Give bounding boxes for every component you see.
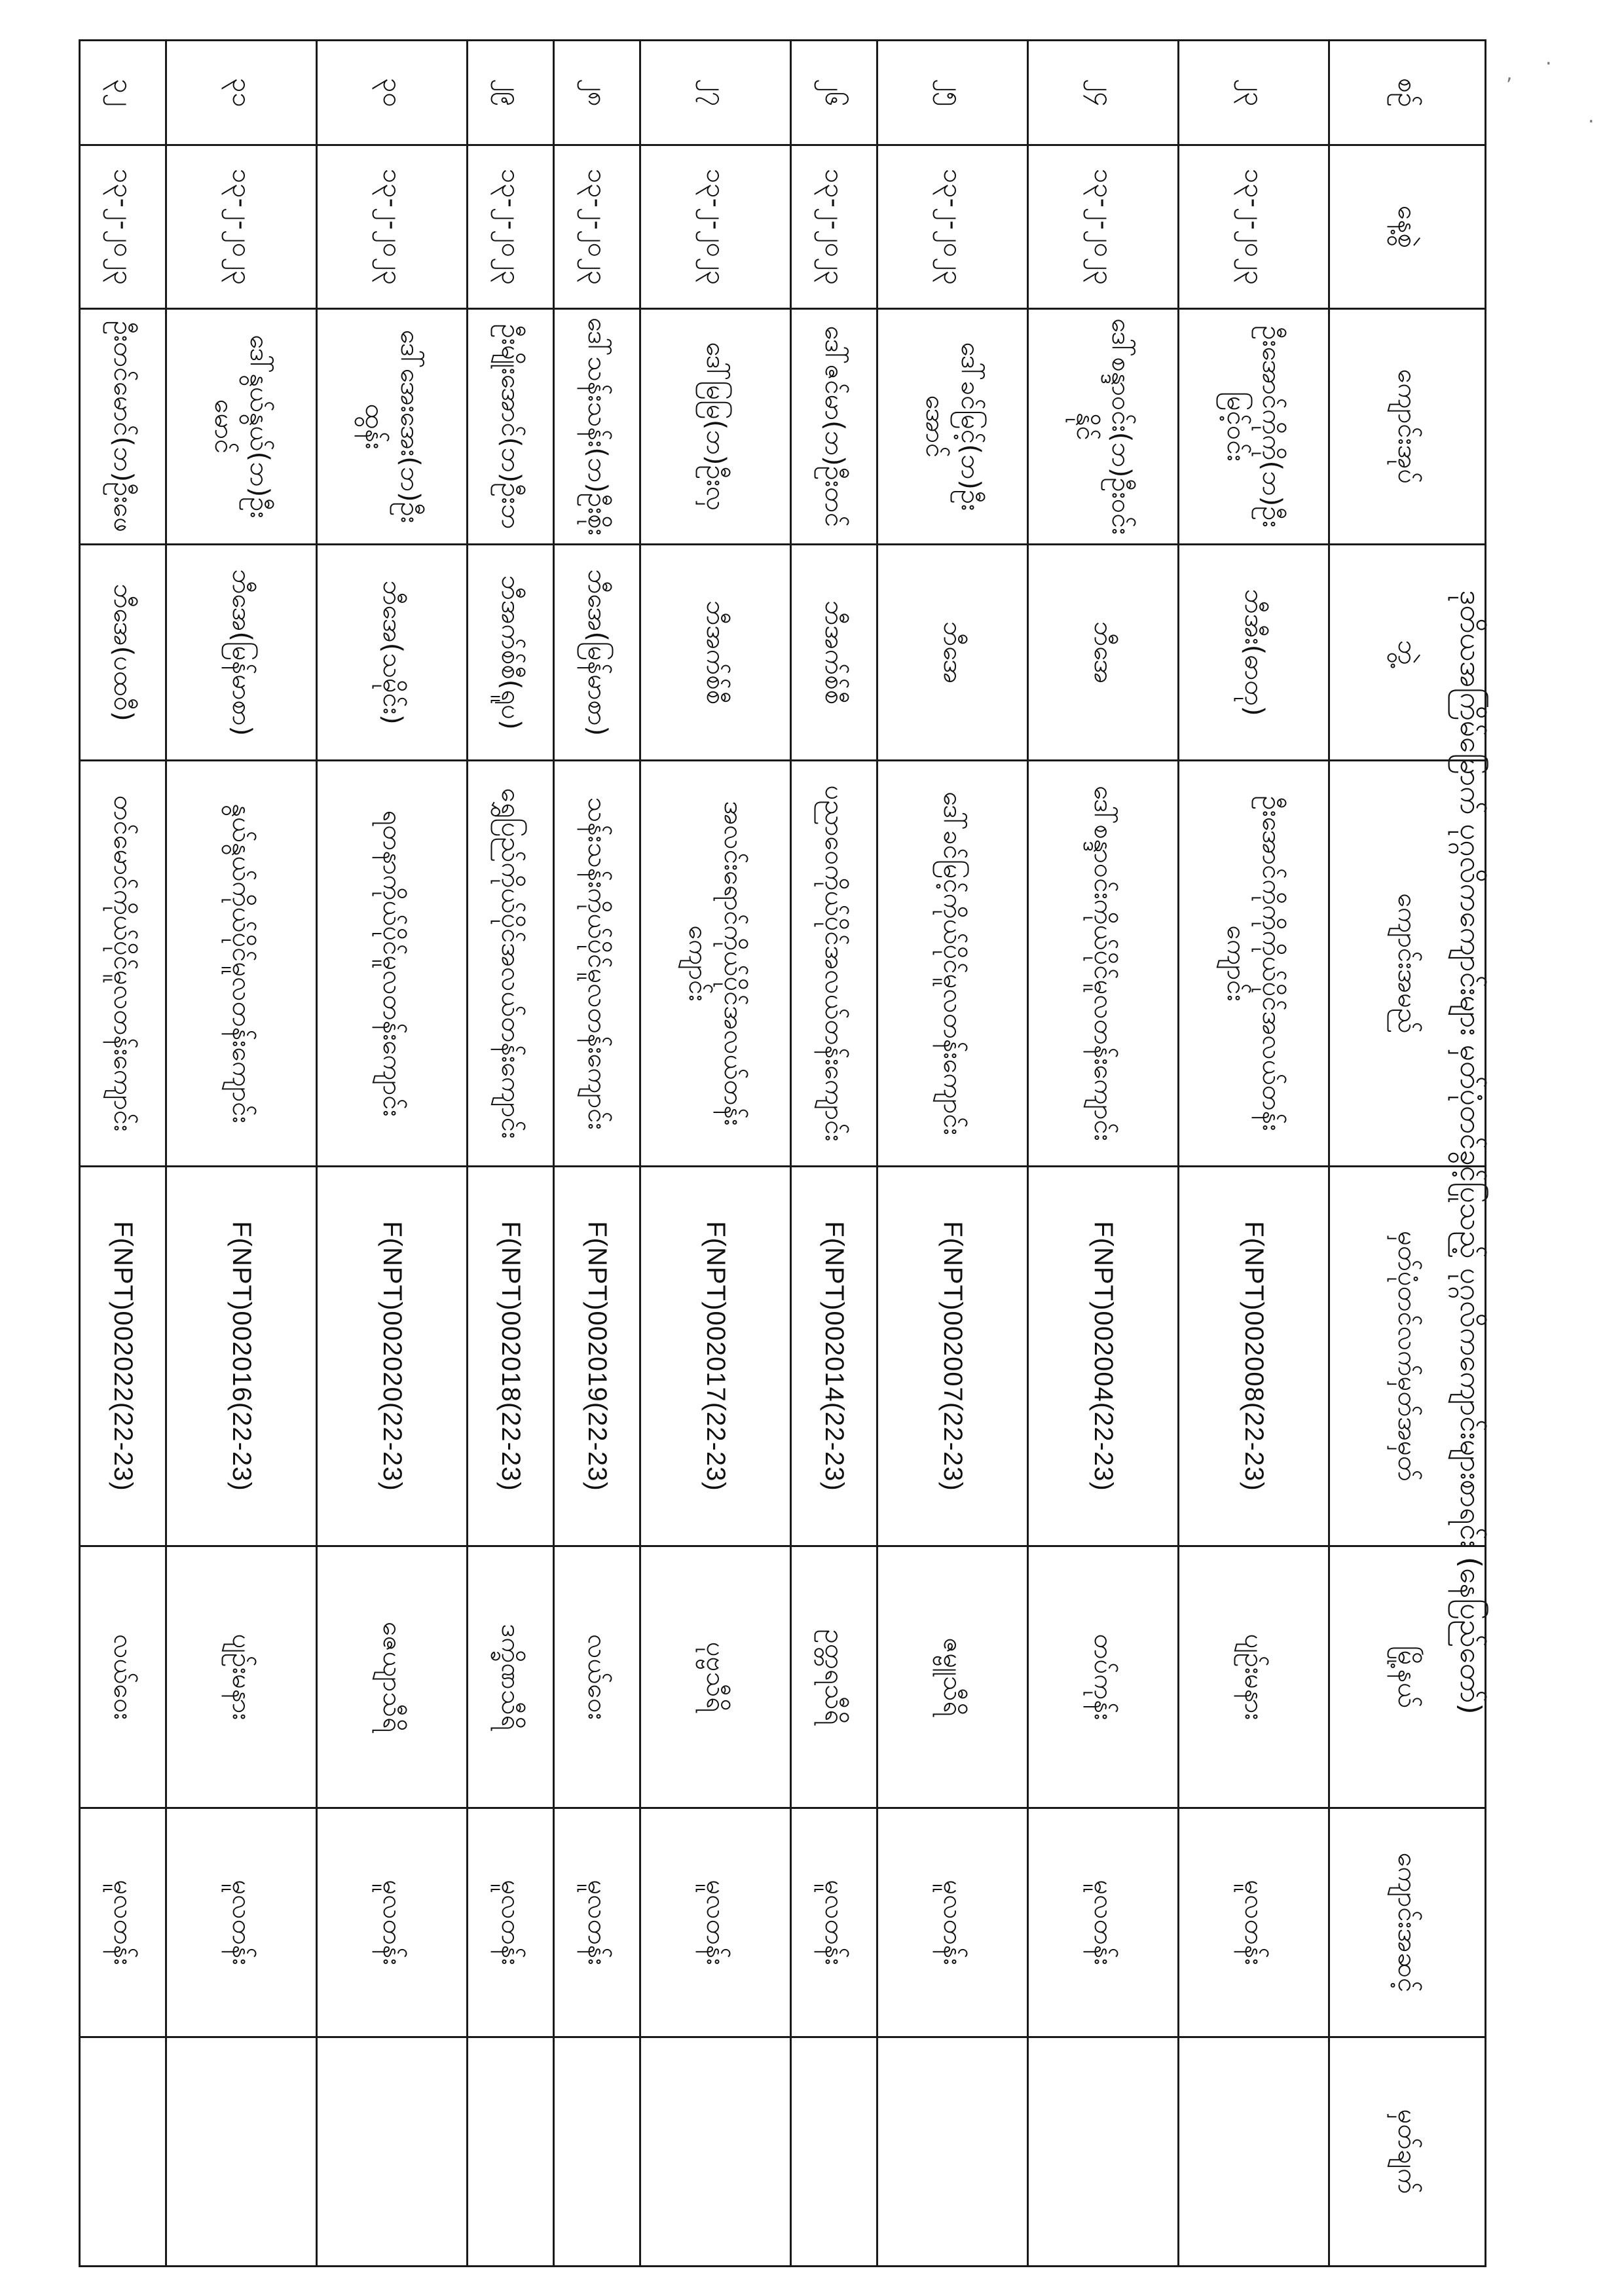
cell-num: ၂၄	[1028, 41, 1179, 145]
cell-subject: ဘီအေ(သမိုင်း)	[317, 545, 468, 761]
table-row	[877, 41, 1028, 2267]
cell-date: ၁၃-၂-၂၀၂၃	[317, 145, 468, 309]
cell-town: လယ်ဝေး	[80, 1546, 166, 1808]
table-row	[1028, 41, 1179, 2267]
cell-name: ဦးအောင်ကိုကို(ဘ)ဦးမြင့်ဝင်း	[1179, 309, 1329, 545]
cell-remark	[166, 2037, 317, 2267]
cell-school: အလင်းရောင်ကိုယ်ပိုင်အလယ်တန်းကျောင်း	[640, 761, 791, 1167]
cell-name: ဦးမျိုးအောင်(ဘ)ဦးဘ	[468, 309, 554, 545]
cell-score: မူလတန်း	[166, 1808, 317, 2037]
cell-school: သန်းသန်းကိုယ်ပိုင်မူလတန်းကျောင်း	[554, 761, 640, 1167]
cell-date: ၁၃-၂-၂၀၂၃	[80, 145, 166, 309]
cell-subject: ဘီအေ(မြန်မာစာ)	[554, 545, 640, 761]
cell-cert: F(NPT)002020(22-23)	[317, 1167, 468, 1546]
cell-score: မူလတန်း	[640, 1808, 791, 2037]
cell-num: ၃၁	[166, 41, 317, 145]
cell-num: ၂၆	[791, 41, 877, 145]
cell-num: ၂၉	[468, 41, 554, 145]
cell-score: မူလတန်း	[1028, 1808, 1179, 2037]
cell-town: ဇမ္ဗူသီရိ	[877, 1546, 1028, 1808]
cell-remark	[554, 2037, 640, 2267]
table-row	[640, 41, 791, 2267]
cell-school: ပညာဝေကိုယ်ပိုင်အလယ်တန်းကျောင်း	[791, 761, 877, 1167]
cell-subject: ဘီအက်စ်စီ(ရူပ)	[468, 545, 554, 761]
cell-remark	[80, 2037, 166, 2267]
cell-score: မူလတန်း	[80, 1808, 166, 2037]
scan-mark: .	[1588, 105, 1595, 128]
cell-date: ၁၃-၂-၂၀၂၃	[1179, 145, 1329, 309]
table-row	[80, 41, 166, 2267]
cell-date: ၁၃-၂-၂၀၂၃	[554, 145, 640, 309]
cell-town: ဇေယျာသီရိ	[317, 1546, 468, 1808]
cell-subject: ဘီအက်စ်စီ	[640, 545, 791, 761]
table-row	[317, 41, 468, 2267]
scan-mark: ,	[1506, 62, 1513, 85]
cell-subject: ဘီအေ(ပထဝီ)	[80, 545, 166, 761]
cell-cert: F(NPT)002014(22-23)	[791, 1167, 877, 1546]
cell-date: ၁၃-၂-၂၀၂၃	[1028, 145, 1179, 309]
cell-num: ၂၈	[554, 41, 640, 145]
cell-name: ဒေါ်မြမြ(ဘ)ဦးလှ	[640, 309, 791, 545]
header-subject: ဘွဲ့	[1329, 545, 1486, 761]
cell-cert: F(NPT)002007(22-23)	[877, 1167, 1028, 1546]
header-score: ကျောင်းအဆင့်	[1329, 1808, 1486, 2037]
cell-date: ၁၃-၂-၂၀၂၃	[640, 145, 791, 309]
table-container	[79, 39, 1486, 2265]
cell-num: ၂၃	[1179, 41, 1329, 145]
cell-town: ပျဉ်းမနား	[1179, 1546, 1329, 1808]
cell-num: ၂၇	[640, 41, 791, 145]
cell-subject: ဘီအေ	[1028, 545, 1179, 761]
cell-town: ဒက္ခိဏသီရိ	[468, 1546, 554, 1808]
header-cert: မှတ်ပုံတင်လက်မှတ်အမှတ်	[1329, 1167, 1486, 1546]
scan-mark: ·	[1545, 52, 1552, 75]
cell-school: ဒေါ်ခင်မြင့်ကိုယ်ပိုင်မူလတန်းကျောင်း	[877, 761, 1028, 1167]
cell-town: လယ်ဝေး	[554, 1546, 640, 1808]
cell-name: ဒေါ်ဇင်မာ(ဘ)ဦးတင်	[791, 309, 877, 545]
cell-score: မူလတန်း	[791, 1808, 877, 2037]
cell-remark	[317, 2037, 468, 2267]
cell-name: ဒေါ်နွယ်နွယ်(ဘ)ဦးမောင်	[166, 309, 317, 545]
cell-score: မူလတန်း	[317, 1808, 468, 2037]
cell-subject: ဘီအက်စ်စီ	[791, 545, 877, 761]
table-header-row	[1329, 41, 1486, 2267]
cell-date: ၁၃-၂-၂၀၂၃	[791, 145, 877, 309]
cell-date: ၁၃-၂-၂၀၂၃	[468, 145, 554, 309]
cell-cert: F(NPT)002018(22-23)	[468, 1167, 554, 1546]
table-row	[468, 41, 554, 2267]
cell-school: ရွှေပြည်ကိုယ်ပိုင်အလယ်တန်းကျောင်း	[468, 761, 554, 1167]
header-date: နေ့စွဲ	[1329, 145, 1486, 309]
table-row	[166, 41, 317, 2267]
cell-date: ၁၃-၂-၂၀၂၃	[166, 145, 317, 309]
cell-school: တင်မောင်ကိုယ်ပိုင်မူလတန်းကျောင်း	[80, 761, 166, 1167]
cell-score: မူလတန်း	[554, 1808, 640, 2037]
cell-town: တပ်ကုန်း	[1028, 1546, 1179, 1808]
cell-school: နွယ်နွယ်ကိုယ်ပိုင်မူလတန်းကျောင်း	[166, 761, 317, 1167]
cell-town: ဥတ္တရသီရိ	[791, 1546, 877, 1808]
cell-town: ပုဗ္ဗသီရိ	[640, 1546, 791, 1808]
cell-cert: F(NPT)002016(22-23)	[166, 1167, 317, 1546]
cell-score: မူလတန်း	[877, 1808, 1028, 2037]
cell-subject: ဘီအေ	[877, 545, 1028, 761]
cell-score: မူလတန်း	[1179, 1808, 1329, 2037]
cell-cert: F(NPT)002022(22-23)	[80, 1167, 166, 1546]
cell-num: ၂၅	[877, 41, 1028, 145]
cell-name: ဒေါ်ခင်မြင့်(ဘ)ဦးအောင်	[877, 309, 1028, 545]
schools-table	[79, 39, 1486, 2267]
cell-name: ဒေါ်အေးအေး(ဘ)ဦးထွန်း	[317, 309, 468, 545]
cell-school: ဦးအောင်ကိုကိုကိုယ်ပိုင်အလယ်တန်းကျောင်း	[1179, 761, 1329, 1167]
cell-subject: ဘီအီး(ဓာတု)	[1179, 545, 1329, 761]
cell-remark	[1179, 2037, 1329, 2267]
cell-num: ၃၀	[317, 41, 468, 145]
header-school: ကျောင်းအမည်	[1329, 761, 1486, 1167]
cell-cert: F(NPT)002008(22-23)	[1179, 1167, 1329, 1546]
cell-remark	[791, 2037, 877, 2267]
header-town: မြို့နယ်	[1329, 1546, 1486, 1808]
cell-score: မူလတန်း	[468, 1808, 554, 2037]
cell-date: ၁၃-၂-၂၀၂၃	[877, 145, 1028, 309]
cell-remark	[1028, 2037, 1179, 2267]
cell-num: ၃၂	[80, 41, 166, 145]
cell-school: ရတနာကိုယ်ပိုင်မူလတန်းကျောင်း	[317, 761, 468, 1167]
cell-remark	[640, 2037, 791, 2267]
page-title: ဒုတိယအကြိမ်မြောက် ပုဂ္ဂလိကကျောင်းများ မှတ်ပုံတင်ခွင့်ပြုသည့် ပုဂ္ဂလိကကျောင်းများစာရင်း (နေပြည်တော်)	[1454, 590, 1487, 1715]
cell-town: ပျဉ်းမနား	[166, 1546, 317, 1808]
table-row	[554, 41, 640, 2267]
header-num: စဉ်	[1329, 41, 1486, 145]
cell-name: ဒေါ်စန္ဒာဝင်း(ဘ)ဦးဝင်းနိုင်	[1028, 309, 1179, 545]
cell-name: ဦးတင်မောင်(ဘ)ဦးဖေ	[80, 309, 166, 545]
header-name: ကျောင်းအုပ်	[1329, 309, 1486, 545]
cell-name: ဒေါ်သန်းသန်း(ဘ)ဦးစိုး	[554, 309, 640, 545]
cell-subject: ဘီအေ(မြန်မာစာ)	[166, 545, 317, 761]
cell-cert: F(NPT)002004(22-23)	[1028, 1167, 1179, 1546]
cell-cert: F(NPT)002019(22-23)	[554, 1167, 640, 1546]
cell-school: ဒေါ်စန္ဒာဝင်းကိုယ်ပိုင်မူလတန်းကျောင်း	[1028, 761, 1179, 1167]
table-row	[1179, 41, 1329, 2267]
cell-remark	[468, 2037, 554, 2267]
cell-cert: F(NPT)002017(22-23)	[640, 1167, 791, 1546]
cell-remark	[877, 2037, 1028, 2267]
header-remark: မှတ်ချက်	[1329, 2037, 1486, 2267]
table-row	[791, 41, 877, 2267]
